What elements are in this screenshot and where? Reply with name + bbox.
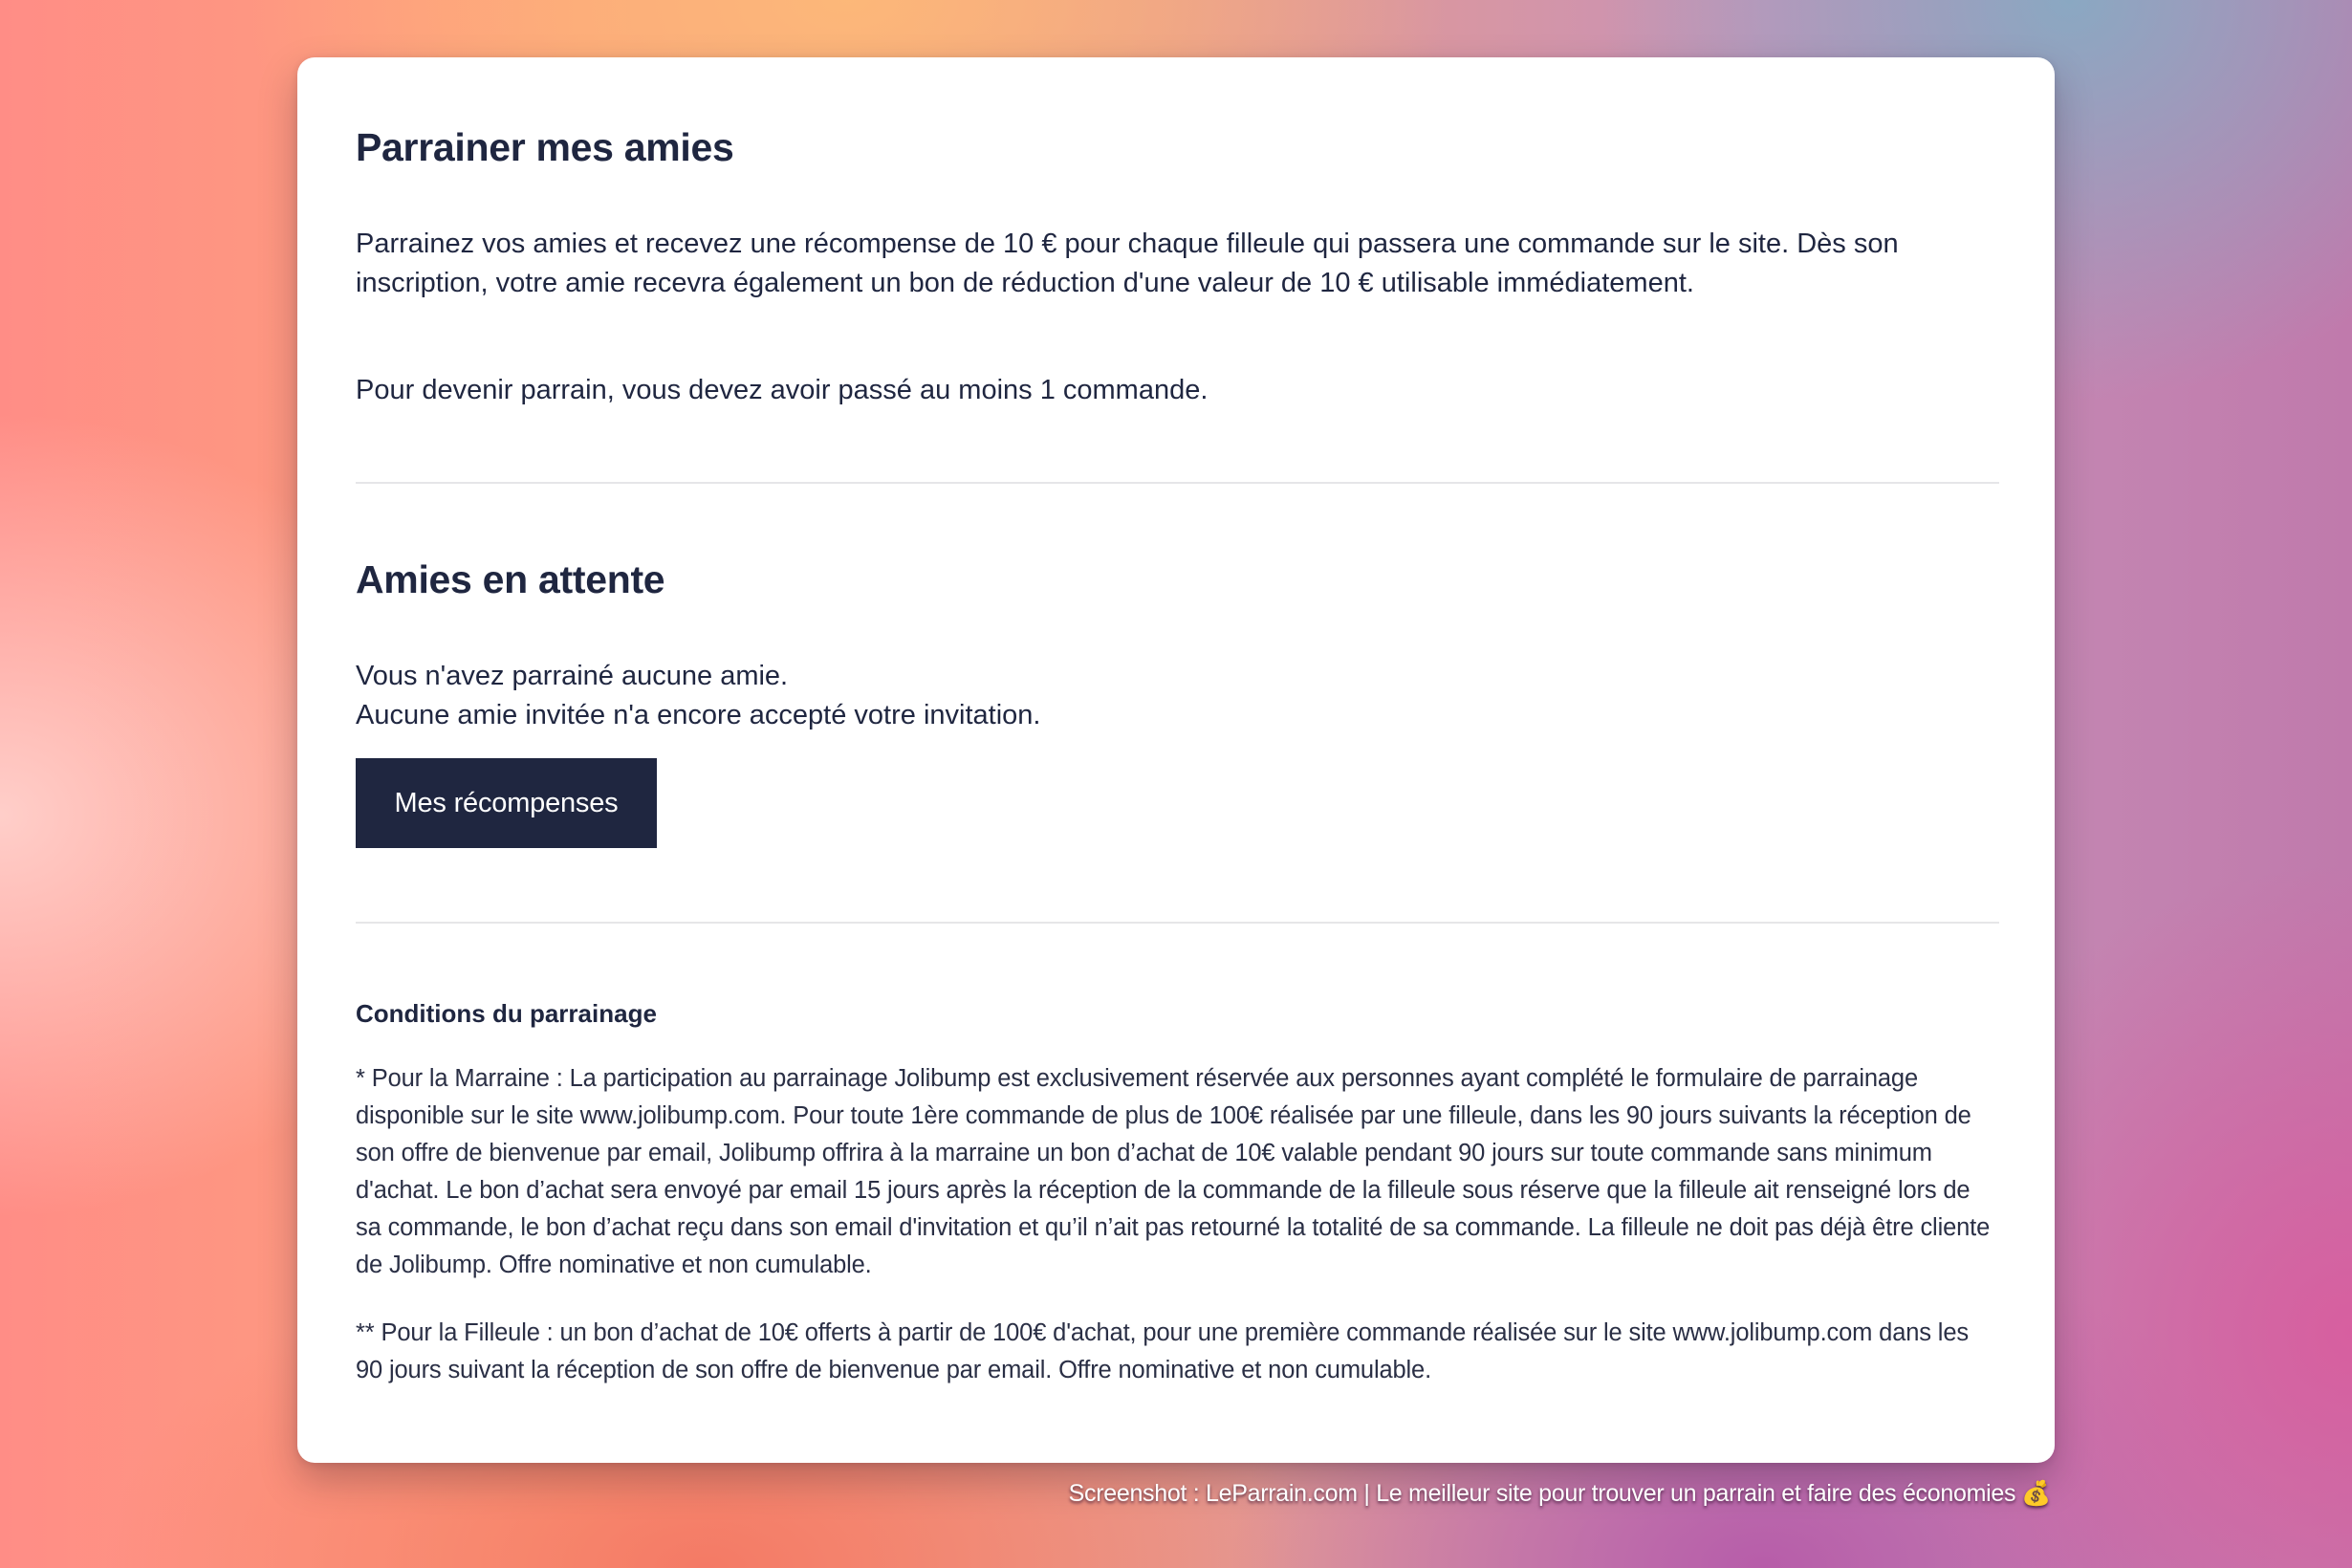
no-referrals-text: Vous n'avez parrainé aucune amie. — [356, 661, 789, 691]
sponsor-terms: * Pour la Marraine : La participation au parrainage Jolibump est exclusivement réservée aux personnes ayant complété le formulaire de parrainage disponible sur le site www.jolibump.com. Pour toute 1ère commande de plus de 100€ réalisée par une filleule, dans les 90 jours suivants la réception de son offre de bienvenue par email, Jolibump offrira à la marraine un bon d’achat de 10€ valable pendant 90 jours sur toute commande sans minimum d'achat. Le bon d’achat sera envoyé par email 15 jours après la réception de la commande de la filleule sous réserve que la filleule ait renseigné lors de sa commande, le bon d’achat reçu dans son email d'invitation et qu’il n’ait pas retourné la totalité de sa commande. La filleule ne doit pas déjà être cliente de Jolibump. Offre nominative et non cumulable. — [356, 1065, 1991, 1278]
screenshot-caption — [1069, 1480, 2051, 1508]
conditions-title: Conditions du parrainage — [356, 999, 657, 1028]
referral-intro: Parrainez vos amies et recevez une récompense de 10 € pour chaque filleule qui passera une commande sur le site. Dès son inscription, votre amie recevra également un bon de réduction d'une valeur de 10 € utilisable immédiatement. — [356, 229, 1899, 298]
section-divider — [356, 482, 1999, 484]
pending-status — [356, 657, 1999, 735]
pending-title: Amies en attente — [356, 557, 665, 601]
referral-title: Parrainer mes amies — [356, 125, 734, 169]
section-divider — [356, 922, 1999, 924]
money-bag-icon: 💰 — [2021, 1480, 2051, 1507]
referee-terms: ** Pour la Filleule : un bon d’achat de 10€ offerts à partir de 100€ d'achat, pour une première commande réalisée sur le site www.jolibump.com dans les 90 jours suivant la réception de son offre de bienvenue par email. Offre nominative et non cumulable. — [356, 1319, 1969, 1383]
caption-text: Screenshot : LeParrain.com | Le meilleur site pour trouver un parrain et faire des économies — [1068, 1480, 2016, 1507]
no-accepted-text: Aucune amie invitée n'a encore accepté votre invitation. — [356, 700, 1041, 730]
referral-card — [297, 57, 2055, 1463]
rewards-button[interactable]: Mes récompenses — [356, 758, 657, 848]
referral-requirement: Pour devenir parrain, vous devez avoir passé au moins 1 commande. — [356, 375, 1209, 405]
